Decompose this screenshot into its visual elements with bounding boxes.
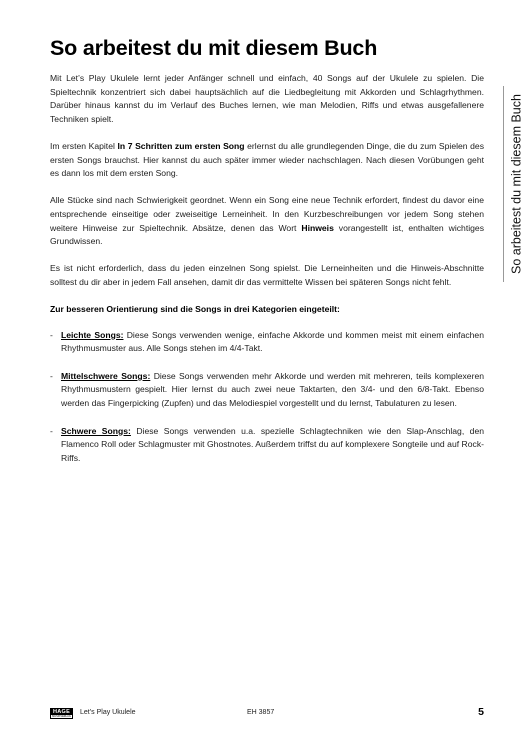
category-description: Diese Songs verwenden u.a. spezielle Schlagtechniken wie den Slap-Anschlag, den Flamenco Roll oder Schlagmuster mit Ghostnotes. Außerdem triffst du auf komplexere Songteile und auf Rock-Riffs. [61,425,484,463]
publisher-logo-subline: MUSIKVERLAG [52,715,71,718]
publisher-logo-wordmark: HAGE [52,709,71,715]
page-number: 5 [478,706,484,718]
page-footer [50,707,484,721]
footer-order-number: EH 3857 [247,709,275,716]
category-description: Diese Songs verwenden wenige, einfache Akkorde und kommen meist mit einem einfachen Rhythmusmuster aus. Alle Songs stehen im 4/4-Takt. [61,329,484,354]
intro-p2-text-b: erlernst du alle grundlegenden Dinge, die du zum Spielen des ersten Songs brauchst. Hier kannst du auch später immer wieder nachschlagen. Nach diesen Vorübungen geht es dann los mit dem ersten Song. [50,140,485,179]
page-title: So arbeitest du mit diesem Buch [50,36,378,60]
category-item-hard [50,425,484,466]
intro-p3-text-a: Alle Stücke sind nach Schwierigkeit geordnet. Wenn ein Song eine neue Technik erfordert, findest du davor eine entsprechende einseitige oder zweiseitige Lerneinheit. In den Kurzbeschreibungen vor jedem Song stehen weitere Hinweise zur Spieltechnik. Absätze, denen das Wort [50,195,484,233]
intro-paragraph-4: Es ist nicht erforderlich, dass du jeden einzelnen Song spielst. Die Lerneinheiten und die Hinweis-Abschnitte solltest du dir aber in jedem Fall ansehen, damit dir das vermittelte Wissen bei späteren Songs nicht fehlt. [50,263,484,287]
category-name: Schwere Songs: [61,425,131,436]
side-tab-label: So arbeitest du mit diesem Buch [509,94,524,274]
intro-p2-emphasis: In 7 Schritten zum ersten Song [117,140,245,151]
category-list [50,329,484,466]
category-name: Mittelschwere Songs: [61,370,151,381]
intro-p3-text-b: vorangestellt ist, enthalten wichtiges Grundwissen. [50,222,484,247]
body-text [50,72,484,479]
category-item-medium [50,370,484,411]
category-item-easy [50,329,484,356]
footer-book-title: Let’s Play Ukulele [80,709,136,716]
intro-p2-text-a: Im ersten Kapitel [50,140,118,151]
intro-p3-emphasis: Hinweis [301,222,334,233]
publisher-logo [50,708,73,719]
intro-paragraph-1: Mit Let’s Play Ukulele lernt jeder Anfänger schnell und einfach, 40 Songs auf der Ukulele zu spielen. Die Spieltechnik konzentriert sich dabei hauptsächlich auf die Liedbegleitung mit Akkorden und Schlagrhythmen. Darüber hinaus kannst du im Verlauf des Buches lernen, wie man Melodien, Riffs und etwas ausgefallenere Techniken spielt. [50,73,484,124]
intro-paragraph-3 [50,194,484,248]
category-description: Diese Songs verwenden mehr Akkorde und werden mit mehreren, teils komplexeren Rhythmusmustern gespielt. Hier lernst du auch zwei neue Taktarten, den 3/4- und den 6/8-Takt. Ebenso werden das Fingerpicking (Zupfen) und das Melodiespiel vorgestellt und du lernst, Tabulaturen zu lesen. [61,370,485,409]
category-name: Leichte Songs: [61,329,124,340]
categories-heading: Zur besseren Orientierung sind die Songs in drei Kategorien eingeteilt: [50,304,340,315]
intro-paragraph-2 [50,140,484,181]
